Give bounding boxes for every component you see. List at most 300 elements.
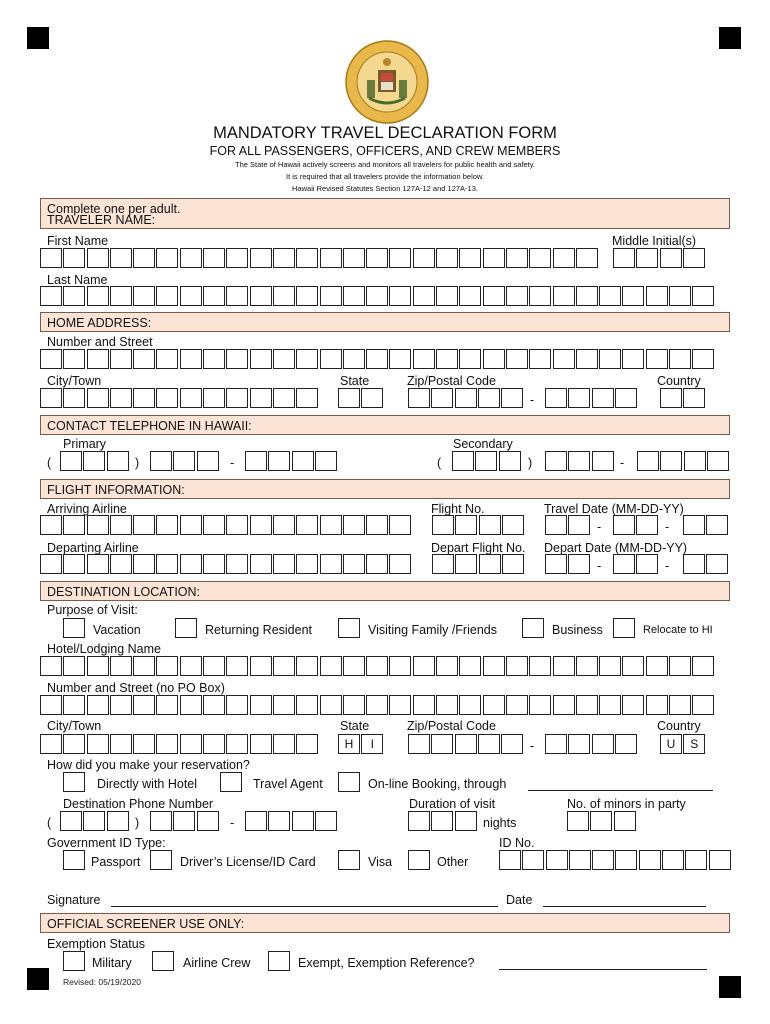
char-box[interactable] xyxy=(226,388,248,408)
char-box[interactable] xyxy=(296,388,318,408)
char-box[interactable] xyxy=(250,656,272,676)
char-box[interactable] xyxy=(226,554,248,574)
char-box[interactable] xyxy=(545,388,567,408)
char-box[interactable] xyxy=(133,695,155,715)
char-box[interactable] xyxy=(343,656,365,676)
char-box[interactable] xyxy=(576,695,598,715)
char-box[interactable] xyxy=(133,248,155,268)
char-box[interactable] xyxy=(662,850,684,870)
secondary-area-input[interactable] xyxy=(452,451,521,471)
char-box[interactable] xyxy=(599,286,621,306)
char-box[interactable] xyxy=(389,349,411,369)
char-box[interactable] xyxy=(273,734,295,754)
char-box[interactable] xyxy=(296,286,318,306)
char-box[interactable] xyxy=(478,388,500,408)
char-box[interactable] xyxy=(60,451,82,471)
char-box[interactable] xyxy=(110,248,132,268)
char-box[interactable] xyxy=(268,811,290,831)
char-box[interactable] xyxy=(546,850,568,870)
char-box[interactable] xyxy=(553,349,575,369)
char-box[interactable] xyxy=(366,695,388,715)
char-box[interactable] xyxy=(459,656,481,676)
char-box[interactable] xyxy=(636,515,658,535)
home-zip-input-b[interactable] xyxy=(545,388,637,408)
char-box[interactable] xyxy=(592,451,614,471)
char-box[interactable] xyxy=(273,695,295,715)
char-box[interactable] xyxy=(389,515,411,535)
char-box[interactable] xyxy=(40,554,62,574)
secondary-line-input[interactable] xyxy=(637,451,729,471)
char-box[interactable] xyxy=(706,554,728,574)
char-box[interactable] xyxy=(40,248,62,268)
char-box[interactable] xyxy=(622,695,644,715)
primary-prefix-input[interactable] xyxy=(150,451,219,471)
char-box[interactable] xyxy=(343,286,365,306)
char-box[interactable] xyxy=(483,695,505,715)
char-box[interactable] xyxy=(110,349,132,369)
char-box[interactable] xyxy=(133,388,155,408)
char-box[interactable] xyxy=(320,248,342,268)
vacation-checkbox[interactable] xyxy=(63,618,85,638)
char-box[interactable] xyxy=(502,554,524,574)
char-box[interactable] xyxy=(87,248,109,268)
char-box[interactable] xyxy=(203,248,225,268)
char-box[interactable] xyxy=(366,349,388,369)
char-box[interactable] xyxy=(366,656,388,676)
id-no-input[interactable] xyxy=(499,850,731,870)
depart-date-mm[interactable] xyxy=(545,554,590,574)
direct-hotel-checkbox[interactable] xyxy=(63,772,85,792)
char-box[interactable] xyxy=(150,811,172,831)
home-country-input[interactable] xyxy=(660,388,705,408)
char-box[interactable] xyxy=(203,286,225,306)
char-box[interactable] xyxy=(203,349,225,369)
char-box[interactable] xyxy=(268,451,290,471)
char-box[interactable] xyxy=(338,388,360,408)
dest-area-input[interactable] xyxy=(60,811,129,831)
char-box[interactable] xyxy=(501,734,523,754)
char-box[interactable] xyxy=(296,248,318,268)
char-box[interactable] xyxy=(685,850,707,870)
first-name-input[interactable] xyxy=(40,248,598,268)
char-box[interactable] xyxy=(553,656,575,676)
char-box[interactable] xyxy=(545,554,567,574)
char-box[interactable] xyxy=(459,695,481,715)
char-box[interactable] xyxy=(669,695,691,715)
char-box[interactable] xyxy=(499,451,521,471)
char-box[interactable] xyxy=(226,734,248,754)
char-box[interactable] xyxy=(226,286,248,306)
dest-street-input[interactable] xyxy=(40,695,714,715)
char-box[interactable] xyxy=(569,850,591,870)
char-box[interactable] xyxy=(343,515,365,535)
char-box[interactable] xyxy=(296,515,318,535)
char-box[interactable] xyxy=(455,388,477,408)
char-box[interactable] xyxy=(506,286,528,306)
char-box[interactable] xyxy=(455,515,477,535)
char-box[interactable] xyxy=(133,554,155,574)
char-box[interactable] xyxy=(63,695,85,715)
char-box[interactable] xyxy=(669,286,691,306)
char-box[interactable] xyxy=(110,515,132,535)
char-box[interactable] xyxy=(110,734,132,754)
char-box[interactable] xyxy=(273,554,295,574)
char-box[interactable] xyxy=(203,554,225,574)
char-box[interactable] xyxy=(87,286,109,306)
char-box[interactable] xyxy=(320,656,342,676)
char-box[interactable] xyxy=(320,554,342,574)
char-box[interactable] xyxy=(361,388,383,408)
char-box[interactable] xyxy=(660,451,682,471)
char-box[interactable] xyxy=(83,811,105,831)
char-box[interactable] xyxy=(479,554,501,574)
char-box[interactable] xyxy=(273,656,295,676)
char-box[interactable] xyxy=(156,734,178,754)
char-box[interactable] xyxy=(646,695,668,715)
char-box[interactable] xyxy=(156,515,178,535)
char-box[interactable] xyxy=(709,850,731,870)
char-box[interactable] xyxy=(692,349,714,369)
char-box[interactable] xyxy=(576,656,598,676)
char-box[interactable] xyxy=(636,554,658,574)
char-box[interactable] xyxy=(568,515,590,535)
secondary-prefix-input[interactable] xyxy=(545,451,614,471)
char-box[interactable] xyxy=(483,248,505,268)
char-box[interactable] xyxy=(40,286,62,306)
char-box[interactable] xyxy=(599,349,621,369)
char-box[interactable] xyxy=(296,554,318,574)
char-box[interactable] xyxy=(320,515,342,535)
char-box[interactable] xyxy=(250,515,272,535)
char-box[interactable] xyxy=(389,554,411,574)
char-box[interactable] xyxy=(315,811,337,831)
char-box[interactable] xyxy=(506,349,528,369)
char-box[interactable] xyxy=(615,388,637,408)
char-box[interactable] xyxy=(63,656,85,676)
char-box[interactable] xyxy=(320,286,342,306)
online-booking-line[interactable] xyxy=(528,790,713,791)
char-box[interactable] xyxy=(203,656,225,676)
char-box[interactable] xyxy=(343,695,365,715)
char-box[interactable] xyxy=(431,811,453,831)
char-box[interactable] xyxy=(483,286,505,306)
char-box[interactable] xyxy=(614,811,636,831)
char-box[interactable] xyxy=(250,248,272,268)
relocate-checkbox[interactable] xyxy=(613,618,635,638)
char-box[interactable] xyxy=(180,515,202,535)
char-box[interactable] xyxy=(478,734,500,754)
char-box[interactable] xyxy=(592,850,614,870)
char-box[interactable] xyxy=(613,515,635,535)
char-box[interactable] xyxy=(529,349,551,369)
char-box[interactable] xyxy=(692,695,714,715)
char-box[interactable] xyxy=(408,388,430,408)
char-box[interactable] xyxy=(40,695,62,715)
travel-date-yy[interactable] xyxy=(683,515,728,535)
char-box[interactable] xyxy=(156,656,178,676)
char-box[interactable] xyxy=(692,286,714,306)
char-box[interactable] xyxy=(553,695,575,715)
char-box[interactable] xyxy=(296,734,318,754)
duration-input[interactable] xyxy=(408,811,477,831)
drivers-license-checkbox[interactable] xyxy=(150,850,172,870)
char-box[interactable] xyxy=(568,734,590,754)
char-box[interactable] xyxy=(226,349,248,369)
char-box[interactable] xyxy=(660,248,682,268)
char-box[interactable] xyxy=(250,388,272,408)
char-box[interactable] xyxy=(203,695,225,715)
char-box[interactable] xyxy=(273,286,295,306)
char-box[interactable] xyxy=(245,451,267,471)
char-box[interactable] xyxy=(296,656,318,676)
char-box[interactable] xyxy=(615,734,637,754)
char-box[interactable] xyxy=(40,734,62,754)
char-box[interactable] xyxy=(63,515,85,535)
char-box[interactable] xyxy=(366,554,388,574)
char-box[interactable] xyxy=(436,695,458,715)
char-box[interactable] xyxy=(389,286,411,306)
dest-zip-input-b[interactable] xyxy=(545,734,637,754)
char-box[interactable] xyxy=(87,349,109,369)
char-box[interactable] xyxy=(431,388,453,408)
char-box[interactable] xyxy=(173,811,195,831)
char-box[interactable] xyxy=(245,811,267,831)
char-box[interactable] xyxy=(459,349,481,369)
char-box[interactable] xyxy=(250,734,272,754)
char-box[interactable] xyxy=(150,451,172,471)
char-box[interactable] xyxy=(506,656,528,676)
char-box[interactable] xyxy=(366,286,388,306)
char-box[interactable] xyxy=(408,734,430,754)
char-box[interactable] xyxy=(296,695,318,715)
char-box[interactable] xyxy=(87,695,109,715)
char-box[interactable] xyxy=(320,695,342,715)
char-box[interactable] xyxy=(436,248,458,268)
char-box[interactable] xyxy=(436,286,458,306)
char-box[interactable] xyxy=(576,248,598,268)
dest-zip-input-a[interactable] xyxy=(408,734,523,754)
signature-line[interactable] xyxy=(111,906,498,907)
char-box[interactable] xyxy=(553,286,575,306)
depart-date-dd[interactable] xyxy=(613,554,658,574)
char-box[interactable] xyxy=(568,388,590,408)
char-box[interactable] xyxy=(455,734,477,754)
char-box[interactable] xyxy=(483,656,505,676)
char-box[interactable] xyxy=(133,515,155,535)
char-box[interactable] xyxy=(529,286,551,306)
char-box[interactable] xyxy=(431,734,453,754)
char-box[interactable] xyxy=(545,515,567,535)
char-box[interactable] xyxy=(479,515,501,535)
char-box[interactable] xyxy=(83,451,105,471)
char-box[interactable] xyxy=(475,451,497,471)
char-box[interactable] xyxy=(529,656,551,676)
char-box[interactable] xyxy=(87,388,109,408)
date-line[interactable] xyxy=(543,906,706,907)
home-zip-input-a[interactable] xyxy=(408,388,523,408)
char-box[interactable] xyxy=(110,695,132,715)
char-box[interactable] xyxy=(203,388,225,408)
char-box[interactable] xyxy=(87,515,109,535)
char-box[interactable] xyxy=(273,349,295,369)
char-box[interactable] xyxy=(599,656,621,676)
char-box[interactable] xyxy=(576,286,598,306)
char-box[interactable] xyxy=(87,554,109,574)
char-box[interactable] xyxy=(226,248,248,268)
char-box[interactable] xyxy=(156,349,178,369)
char-box[interactable] xyxy=(706,515,728,535)
char-box[interactable] xyxy=(568,451,590,471)
char-box[interactable] xyxy=(180,695,202,715)
dest-country-input[interactable] xyxy=(660,734,705,754)
char-box[interactable] xyxy=(180,656,202,676)
char-box[interactable] xyxy=(273,248,295,268)
char-box[interactable] xyxy=(156,695,178,715)
char-box[interactable] xyxy=(669,349,691,369)
char-box[interactable] xyxy=(669,656,691,676)
char-box[interactable] xyxy=(413,248,435,268)
char-box[interactable] xyxy=(639,850,661,870)
minors-input[interactable] xyxy=(567,811,636,831)
char-box[interactable] xyxy=(622,349,644,369)
char-box[interactable] xyxy=(197,811,219,831)
hotel-input[interactable] xyxy=(40,656,714,676)
char-box[interactable] xyxy=(545,451,567,471)
char-box[interactable] xyxy=(576,349,598,369)
char-box[interactable] xyxy=(63,734,85,754)
char-box[interactable] xyxy=(522,850,544,870)
char-box[interactable] xyxy=(320,349,342,369)
char-box[interactable] xyxy=(483,349,505,369)
dest-line-input[interactable] xyxy=(245,811,337,831)
char-box[interactable] xyxy=(133,734,155,754)
last-name-input[interactable] xyxy=(40,286,714,306)
airline-crew-checkbox[interactable] xyxy=(152,951,174,971)
char-box[interactable] xyxy=(292,811,314,831)
char-box[interactable] xyxy=(499,850,521,870)
char-box[interactable] xyxy=(180,554,202,574)
business-checkbox[interactable] xyxy=(522,618,544,638)
char-box[interactable] xyxy=(529,695,551,715)
visiting-family-checkbox[interactable] xyxy=(338,618,360,638)
char-box[interactable] xyxy=(180,349,202,369)
char-box[interactable] xyxy=(296,349,318,369)
depart-date-yy[interactable] xyxy=(683,554,728,574)
char-box[interactable] xyxy=(156,248,178,268)
char-box[interactable] xyxy=(432,554,454,574)
dest-state-input[interactable] xyxy=(338,734,383,754)
char-box[interactable] xyxy=(366,515,388,535)
char-box[interactable] xyxy=(40,656,62,676)
char-box[interactable] xyxy=(180,248,202,268)
char-box[interactable] xyxy=(343,248,365,268)
exempt-checkbox[interactable] xyxy=(268,951,290,971)
char-box[interactable] xyxy=(389,248,411,268)
char-box[interactable] xyxy=(133,349,155,369)
char-box[interactable] xyxy=(63,286,85,306)
char-box[interactable] xyxy=(413,349,435,369)
char-box[interactable] xyxy=(250,349,272,369)
char-box[interactable] xyxy=(529,248,551,268)
char-box[interactable] xyxy=(545,734,567,754)
char-box[interactable] xyxy=(203,515,225,535)
char-box[interactable] xyxy=(110,286,132,306)
char-box[interactable] xyxy=(622,286,644,306)
char-box[interactable] xyxy=(389,656,411,676)
char-box[interactable] xyxy=(506,695,528,715)
char-box[interactable] xyxy=(343,349,365,369)
char-box[interactable] xyxy=(413,656,435,676)
char-box[interactable] xyxy=(684,451,706,471)
char-box[interactable] xyxy=(553,248,575,268)
flight-no-input[interactable] xyxy=(432,515,524,535)
char-box[interactable] xyxy=(63,349,85,369)
char-box[interactable] xyxy=(506,248,528,268)
char-box[interactable] xyxy=(692,656,714,676)
char-box[interactable] xyxy=(133,656,155,676)
char-box[interactable] xyxy=(568,554,590,574)
char-box[interactable] xyxy=(40,388,62,408)
char-box[interactable] xyxy=(203,734,225,754)
char-box[interactable] xyxy=(40,349,62,369)
char-box[interactable] xyxy=(226,656,248,676)
other-checkbox[interactable] xyxy=(408,850,430,870)
travel-date-mm[interactable] xyxy=(545,515,590,535)
char-box[interactable] xyxy=(567,811,589,831)
middle-initial-input[interactable] xyxy=(613,248,705,268)
char-box[interactable] xyxy=(292,451,314,471)
char-box[interactable] xyxy=(250,695,272,715)
passport-checkbox[interactable] xyxy=(63,850,85,870)
char-box[interactable] xyxy=(197,451,219,471)
char-box[interactable] xyxy=(63,388,85,408)
char-box[interactable] xyxy=(637,451,659,471)
char-box[interactable] xyxy=(502,515,524,535)
char-box[interactable] xyxy=(613,554,635,574)
char-box[interactable] xyxy=(660,388,682,408)
char-box[interactable] xyxy=(250,286,272,306)
char-box[interactable] xyxy=(646,349,668,369)
char-box[interactable] xyxy=(63,554,85,574)
char-box[interactable] xyxy=(133,286,155,306)
char-box[interactable] xyxy=(459,248,481,268)
char-box[interactable] xyxy=(615,850,637,870)
char-box[interactable] xyxy=(343,554,365,574)
char-box[interactable] xyxy=(110,554,132,574)
char-box[interactable] xyxy=(646,656,668,676)
char-box[interactable] xyxy=(110,388,132,408)
home-street-input[interactable] xyxy=(40,349,714,369)
char-box[interactable] xyxy=(459,286,481,306)
char-box[interactable] xyxy=(156,554,178,574)
depart-flight-no-input[interactable] xyxy=(432,554,524,574)
char-box[interactable] xyxy=(592,734,614,754)
primary-area-input[interactable] xyxy=(60,451,129,471)
char-box[interactable] xyxy=(250,554,272,574)
char-box[interactable] xyxy=(455,811,477,831)
char-box[interactable] xyxy=(613,248,635,268)
char-box[interactable] xyxy=(180,388,202,408)
char-box[interactable] xyxy=(452,451,474,471)
char-box[interactable] xyxy=(40,515,62,535)
char-box[interactable] xyxy=(590,811,612,831)
primary-line-input[interactable] xyxy=(245,451,337,471)
char-box[interactable] xyxy=(501,388,523,408)
arriving-airline-input[interactable] xyxy=(40,515,411,535)
char-box[interactable] xyxy=(226,695,248,715)
exemption-reference-line[interactable] xyxy=(499,969,707,970)
departing-airline-input[interactable] xyxy=(40,554,411,574)
